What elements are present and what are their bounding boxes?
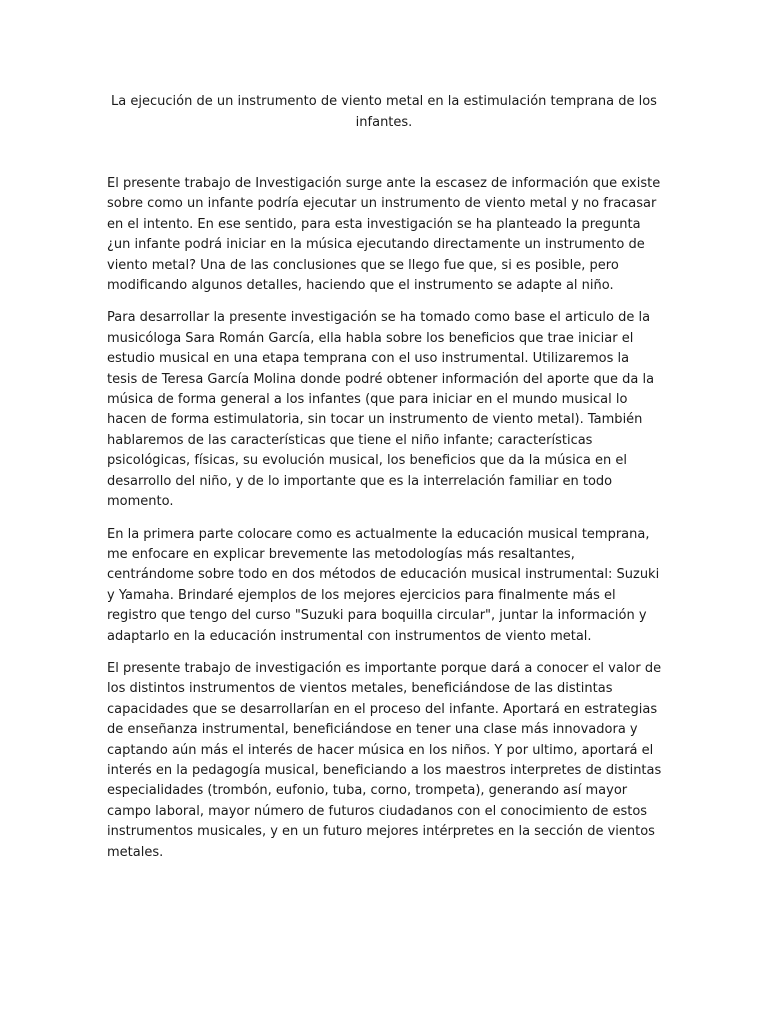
document-title: La ejecución de un instrumento de viento metal en la estimulación temprana de los infantes. [111, 94, 657, 130]
paragraph-1: El presente trabajo de Investigación surge ante la escasez de información que existe sobre como un infante podría ejecutar un instrumento de viento metal y no fracasar en el intento. En ese sentido, para esta investigación se ha planteado la pregunta ¿un infante podrá iniciar en la música ejecutando directamente un instrumento de viento metal? Una de las conclusiones que se llego fue que, si es posible, pero modificando algunos detalles, haciendo que el instrumento se adapte al niño. [107, 176, 661, 294]
document-body [107, 174, 663, 875]
paragraph-4: El presente trabajo de investigación es importante porque dará a conocer el valor de los distintos instrumentos de vientos metales, beneficiándose de las distintas capacidades que se desarrollarían en el proceso del infante. Aportará en estrategias de enseñanza instrumental, beneficiándose en tener una clase más innovadora y captando aún más el interés de hacer música en los niños. Y por ultimo, aportará el interés en la pedagogía musical, beneficiando a los maestros interpretes de distintas especialidades (trombón, eufonio, tuba, corno, trompeta), generando así mayor campo laboral, mayor número de futuros ciudadanos con el conocimiento de estos instrumentos musicales, y en un futuro mejores intérpretes en la sección de vientos metales. [107, 660, 662, 860]
paragraph-2: Para desarrollar la presente investigación se ha tomado como base el articulo de la musicóloga Sara Román García, ella habla sobre los beneficios que trae iniciar el estudio musical en una etapa temprana con el uso instrumental. Utilizaremos la tesis de Teresa García Molina donde podré obtener información del aporte que da la música de forma general a los infantes (que para iniciar en el mundo musical lo hacen de forma estimulatoria, sin tocar un instrumento de viento metal). También hablaremos de las características que tiene el niño infante; características psicológicas, físicas, su evolución musical, los beneficios que da la música en el desarrollo del niño, y de lo importante que es la interrelación familiar en todo momento. [107, 310, 655, 510]
paragraph-3: En la primera parte colocare como es actualmente la educación musical temprana, me enfocare en explicar brevemente las metodologías más resaltantes, centrándome sobre todo en dos métodos de educación musical instrumental: Suzuki y Yamaha. Brindaré ejemplos de los mejores ejercicios para finalmente más el registro que tengo del curso "Suzuki para boquilla circular", juntar la información y adaptarlo en la educación instrumental con instrumentos de viento metal. [107, 526, 660, 644]
